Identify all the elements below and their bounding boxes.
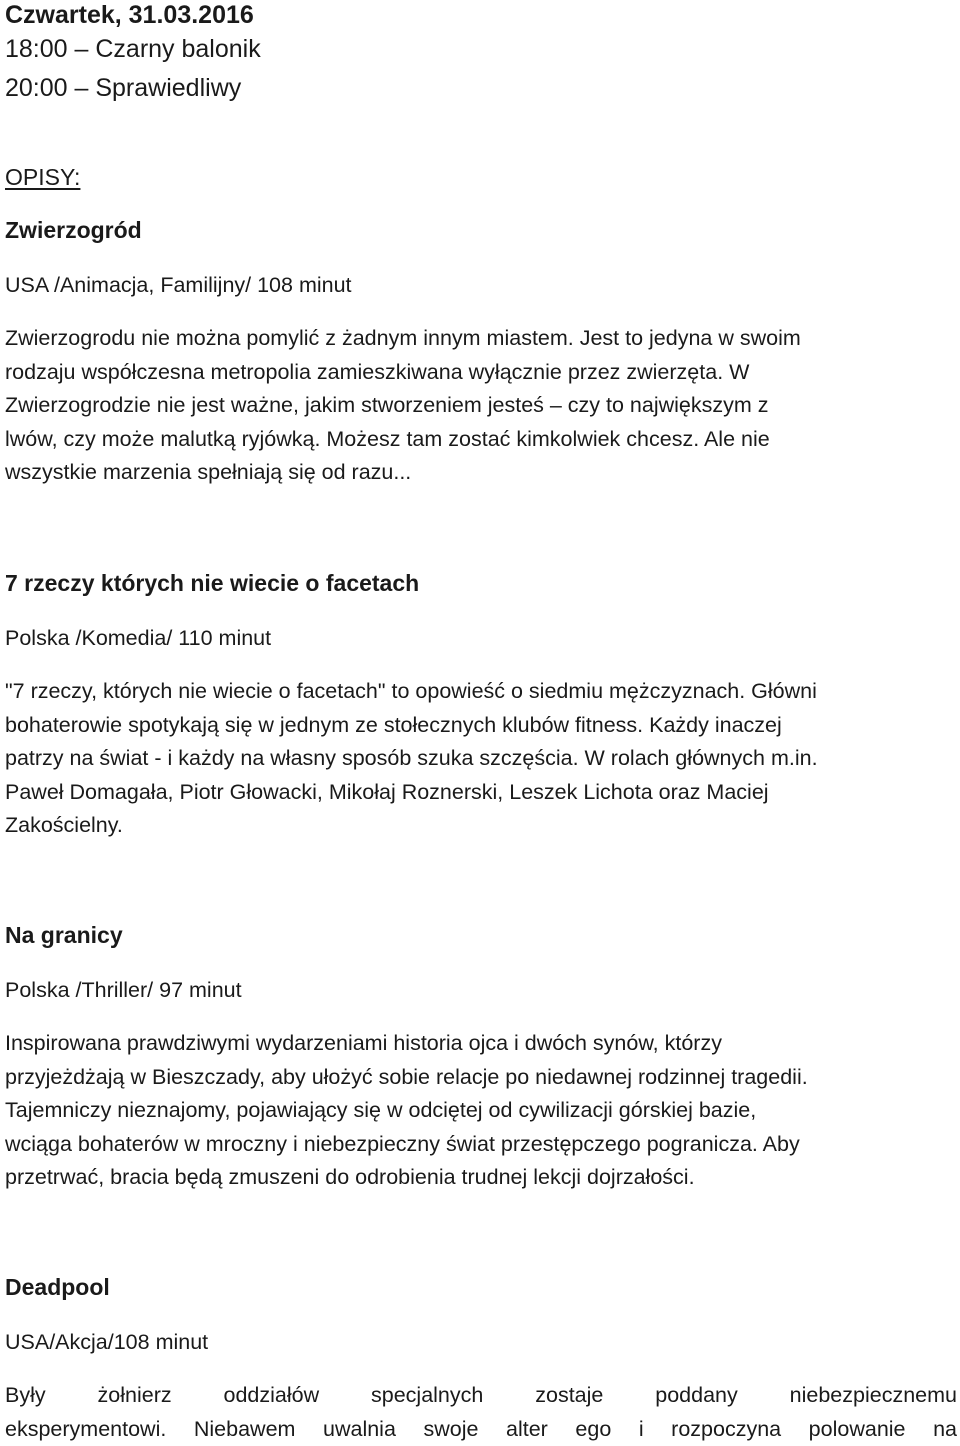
section-title-text: OPISY:: [5, 164, 81, 190]
movie-title: [5, 568, 957, 598]
movie-description: [5, 322, 957, 490]
description-line: Tajemniczy nieznajomy, pojawiający się w odciętej od cywilizacji górskiej bazie,: [5, 1098, 757, 1123]
movie-title-text: 7 rzeczy których nie wiecie o facetach: [5, 570, 420, 596]
movie-title: [5, 920, 957, 950]
description-line: rodzaju współczesna metropolia zamieszkiwana wyłącznie przez zwierzęta. W: [5, 359, 750, 384]
movie-meta: Polska /Komedia/ 110 minut: [5, 626, 272, 650]
description-line: Zwierzogrodzie nie jest ważne, jakim stworzeniem jesteś – czy to największym z: [5, 393, 769, 418]
section-title: [5, 162, 80, 192]
description-line: wciąga bohaterów w mroczny i niebezpieczny świat przestępczego pogranicza. Aby: [5, 1131, 800, 1156]
description-line: "7 rzeczy, których nie wiecie o facetach" to opowieść o siedmiu mężczyznach. Główni: [5, 679, 817, 703]
movie-meta: Polska /Thriller/ 97 minut: [5, 978, 242, 1002]
document-page: [5, 0, 957, 1441]
movie-zwierzogrod: [5, 215, 957, 485]
description-line: Zwierzogrodu nie można pomylić z żadnym innym miastem. Jest to jedyna w swoim: [5, 326, 801, 350]
movie-description: [5, 1027, 957, 1195]
schedule-date: Czwartek, 31.03.2016: [5, 1, 254, 29]
description-line: Paweł Domagała, Piotr Głowacki, Mikołaj Roznerski, Leszek Lichota oraz Maciej: [5, 779, 769, 804]
description-line: patrzy na świat - i każdy na własny sposób szuka szczęścia. W rolach głównych m.in.: [5, 746, 818, 771]
movie-na-granicy: [5, 920, 957, 1190]
movie-title-text: Na granicy: [5, 922, 123, 948]
description-line: przetrwać, bracia będą zmuszeni do odrobienia trudnej lekcji dojrzałości.: [5, 1165, 695, 1190]
description-line: przyjeżdżają w Bieszczady, aby ułożyć sobie relacje po niedawnej rodzinnej tragedii.: [5, 1064, 808, 1089]
screening-item: 20:00 – Sprawiedliwy: [5, 74, 242, 102]
movie-title-text: Deadpool: [5, 1274, 110, 1300]
description-line: Zakościelny.: [5, 813, 123, 838]
screening-item: 18:00 – Czarny balonik: [5, 35, 261, 63]
movie-7-rzeczy: [5, 568, 957, 838]
movie-deadpool: [5, 1272, 957, 1441]
description-line: bohaterowie spotykają się w jednym ze stołecznych klubów fitness. Każdy inaczej: [5, 712, 782, 737]
description-line: Inspirowana prawdziwymi wydarzeniami historia ojca i dwóch synów, którzy: [5, 1031, 722, 1055]
description-line: eksperymentowi. Niebawem uwalnia swoje alter ego i rozpoczyna polowanie na: [5, 1416, 957, 1441]
description-line: wszystkie marzenia spełniają się od razu...: [5, 460, 412, 485]
description-line: Były żołnierz oddziałów specjalnych zostaje poddany niebezpiecznemu: [5, 1383, 957, 1407]
movie-meta: USA/Akcja/108 minut: [5, 1330, 209, 1354]
movie-title-text: Zwierzogród: [5, 217, 142, 243]
movie-title: [5, 1272, 957, 1302]
movie-meta: USA /Animacja, Familijny/ 108 minut: [5, 273, 352, 297]
schedule-header: [5, 0, 957, 108]
movie-description: [5, 675, 957, 843]
movie-title: [5, 215, 957, 245]
movie-description: [5, 1379, 957, 1446]
description-line: lwów, czy może malutką ryjówką. Możesz tam zostać kimkolwiek chcesz. Ale nie: [5, 426, 770, 451]
